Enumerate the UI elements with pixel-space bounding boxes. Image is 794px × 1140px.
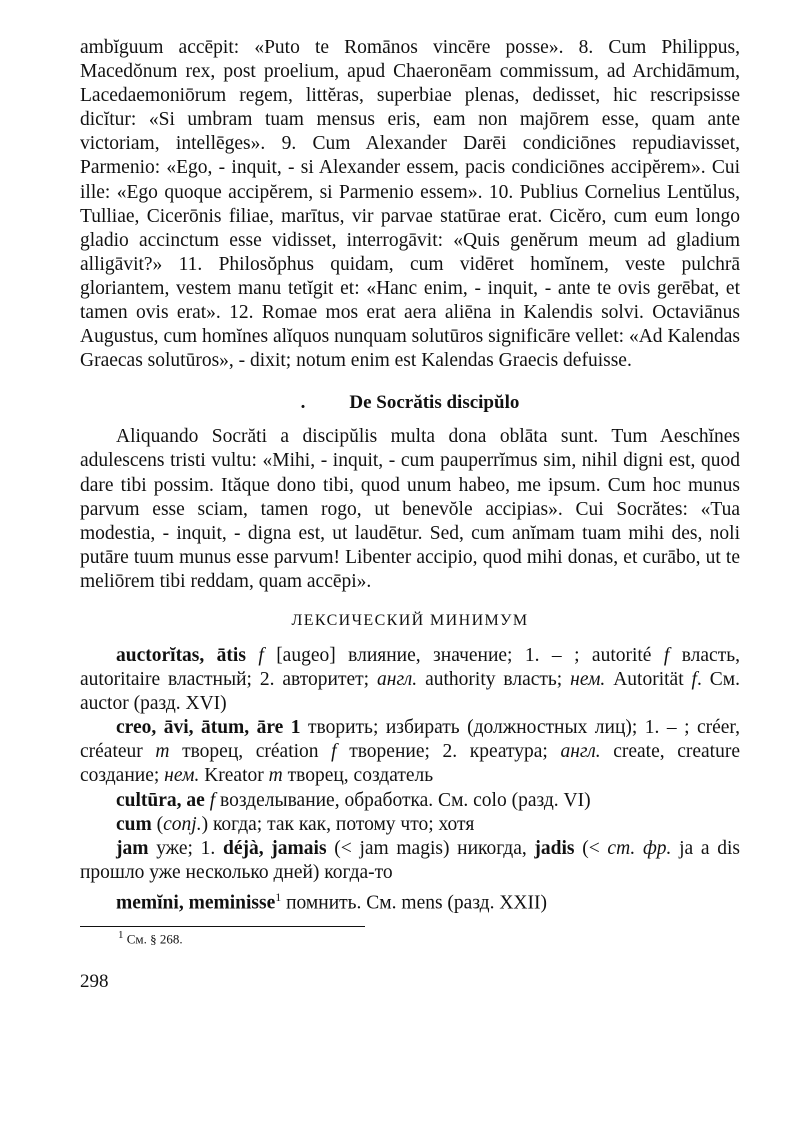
footnote-mark: 1 <box>118 928 124 941</box>
entry-text: déjà, jamais <box>223 837 327 859</box>
section-heading: ЛЕКСИЧЕСКИЙ МИНИМУМ <box>291 611 529 629</box>
entry-lemma: auctorĭtas, ātis <box>116 644 246 666</box>
entry-lemma: creo, āvi, ātum, āre 1 <box>116 717 301 739</box>
entry-text: f <box>691 669 697 691</box>
entry-text <box>246 645 258 666</box>
entry-text: . См. auctor (разд. XVI) <box>80 669 740 715</box>
entry-text: ) когда; так как, потому что; хотя <box>201 813 475 835</box>
entry-text: (< jam magis) никогда, <box>326 837 535 859</box>
entry-text: (< <box>574 837 608 859</box>
vocabulary-entry <box>80 885 740 916</box>
footnote-text: См. § 268. <box>126 930 183 946</box>
entry-text: [augeo] влияние, значение; 1. – ; autorité <box>263 644 664 666</box>
entry-text: m <box>268 765 283 787</box>
entry-text: творить; избирать (должностных лиц); 1. – ; créer, créateur <box>80 717 740 763</box>
footnote-ref: 1 <box>275 889 282 904</box>
book-page <box>80 36 740 993</box>
story-title-row <box>80 391 740 415</box>
entry-lemma: cultūra, ae <box>116 789 205 811</box>
entry-text: jadis <box>534 837 575 859</box>
entry-text: conj. <box>163 813 202 835</box>
entry-text: Kreator <box>199 765 269 787</box>
entry-lemma: memĭni, meminisse <box>116 892 276 914</box>
entry-text: помнить. См. mens (разд. XXII) <box>281 892 547 914</box>
entry-text: нем. <box>164 765 200 787</box>
entry-text: англ. <box>560 741 601 763</box>
entry-text: творец, создатель <box>282 765 434 787</box>
story-paragraph: Aliquando Socrăti a discipŭlis multa dona oblāta sunt. Tum Aeschĭnes adulescens tristi vultu: «Mihi, - inquit, - cum pauperrĭmus sim, nihil digni est, quod dare tibi possim. Ităque dono tibi, quod unum habeo, me ipsum. Cum hoc munus parvum esse sciam, tamen rogo, ut benevŏle accipias». Cui Socrătes: «Tua modestia, - inquit, - digna est, ut laudētur. Sed, cum anĭmam tuam mihi des, noli putāre tuum munus esse parvum! Libenter accipio, quod mihi donas, et curābo, ut te meliōrem tibi reddam, quam accēpi». <box>80 426 740 592</box>
footnote <box>80 929 740 947</box>
vocabulary-entry <box>80 716 740 788</box>
entry-text: f <box>209 789 216 811</box>
entry-text: f <box>258 644 264 666</box>
entry-text: m <box>155 741 170 763</box>
entry-text: уже; 1. <box>148 837 223 859</box>
entry-text: Autorität <box>605 669 692 691</box>
entry-text: творец, création <box>169 741 332 763</box>
entry-text: творение; 2. креатура; <box>336 741 561 763</box>
entry-lemma: jam <box>116 837 149 859</box>
entry-lemma: cum <box>116 813 152 835</box>
entry-text: ст. фр. <box>607 837 672 859</box>
entry-text: нем. <box>570 669 606 691</box>
page-number: 298 <box>80 970 109 992</box>
story-title: De Socrătis discipŭlo <box>349 392 520 414</box>
entry-text: англ. <box>377 669 418 691</box>
entry-text: authority власть; <box>417 669 571 691</box>
entry-text: ( <box>151 813 164 835</box>
vocabulary-list <box>80 644 740 916</box>
title-dot: . <box>300 392 306 414</box>
vocabulary-entry <box>80 789 740 813</box>
vocabulary-entry <box>80 813 740 837</box>
footnote-rule <box>80 926 365 927</box>
entry-text: f <box>331 741 337 763</box>
entry-text: возделывание, обработка. См. colo (разд. VI) <box>215 789 591 811</box>
entry-text: власть, autoritaire властный; 2. авторитет; <box>80 644 741 691</box>
entry-text: create, creature создание; <box>80 741 741 787</box>
entry-text: f <box>663 644 670 666</box>
vocabulary-entry <box>80 644 740 716</box>
vocabulary-entry <box>80 837 740 885</box>
entry-text: ja a dis прошло уже несколько дней) когда-то <box>80 837 740 883</box>
intro-paragraph: ambĭguum accēpit: «Puto te Romānos vincēre posse». 8. Cum Philippus, Macedŏnum rex, post proelium, apud Chaeronēam commissum, ad Archidāmum, Lacedaemoniōrum regem, littĕras, superbiae plenas, dedisset, hic rescripsisse dicĭtur: «Si umbram tuam mensus eris, eam non majōrem esse, quam ante victoriam, intellēges». 9. Cum Alexander Darēi condiciōnes repudiavisset, Parmenio: «Ego, - inquit, - si Alexander essem, pacis condiciōnes accipĕrem». Cui ille: «Ego quoque accipĕrem, si Parmenio essem». 10. Publius Cornelius Lentŭlus, Tulliae, Cicerōnis filiae, marītus, vir parvae statūrae erat. Cicĕro, cum eum longo gladio accinctum esse vidisset, interrogāvit: «Quis genĕrum meum ad gladium alligāvit?» 11. Philosŏphus quidam, cum vidēret homĭnem, veste pulchrā gloriantem, vestem manu tetĭgit et: «Hanc enim, - inquit, - ante te ovis gerēbat, et tamen ovis erat». 12. Romae mos erat aera aliēna in Kalendis solvi. Octaviānus Augustus, cum homĭnes alĭquos nunquam solutūros significāre vellet: «Ad Kalendas Graecas solutūros», - dixit; notum enim est Kalendas Graecis defuisse. <box>80 37 740 372</box>
